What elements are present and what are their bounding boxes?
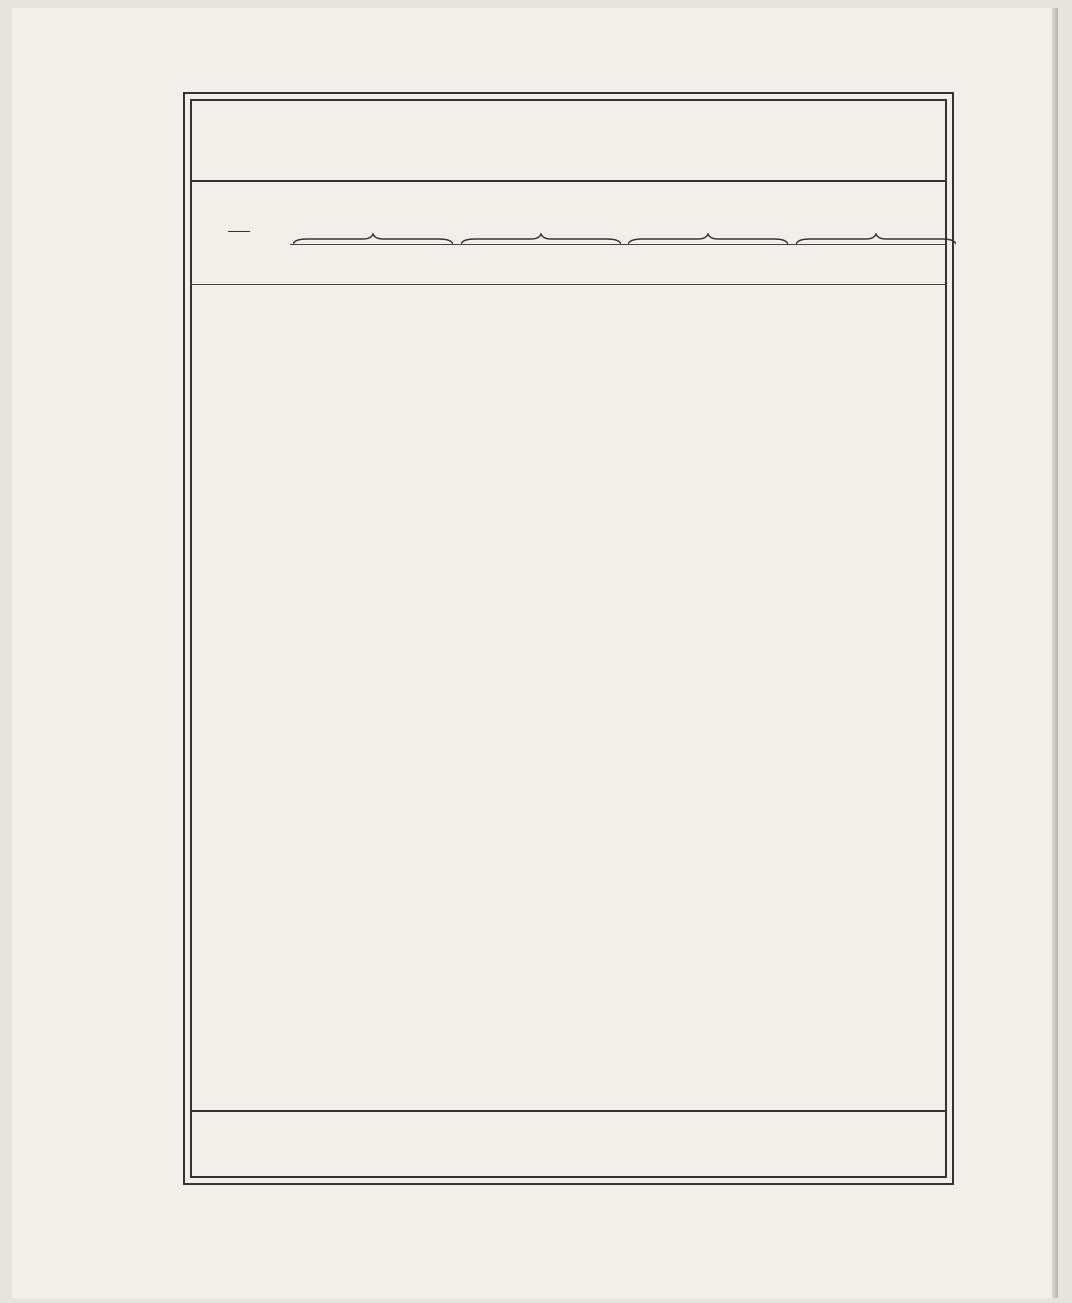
year-rule bbox=[228, 231, 250, 232]
title-rule bbox=[190, 180, 947, 182]
depth-row-line bbox=[290, 244, 947, 245]
footer-rule bbox=[190, 1110, 947, 1112]
table-inner-frame bbox=[190, 99, 947, 1178]
header-bottom-line bbox=[190, 284, 947, 285]
